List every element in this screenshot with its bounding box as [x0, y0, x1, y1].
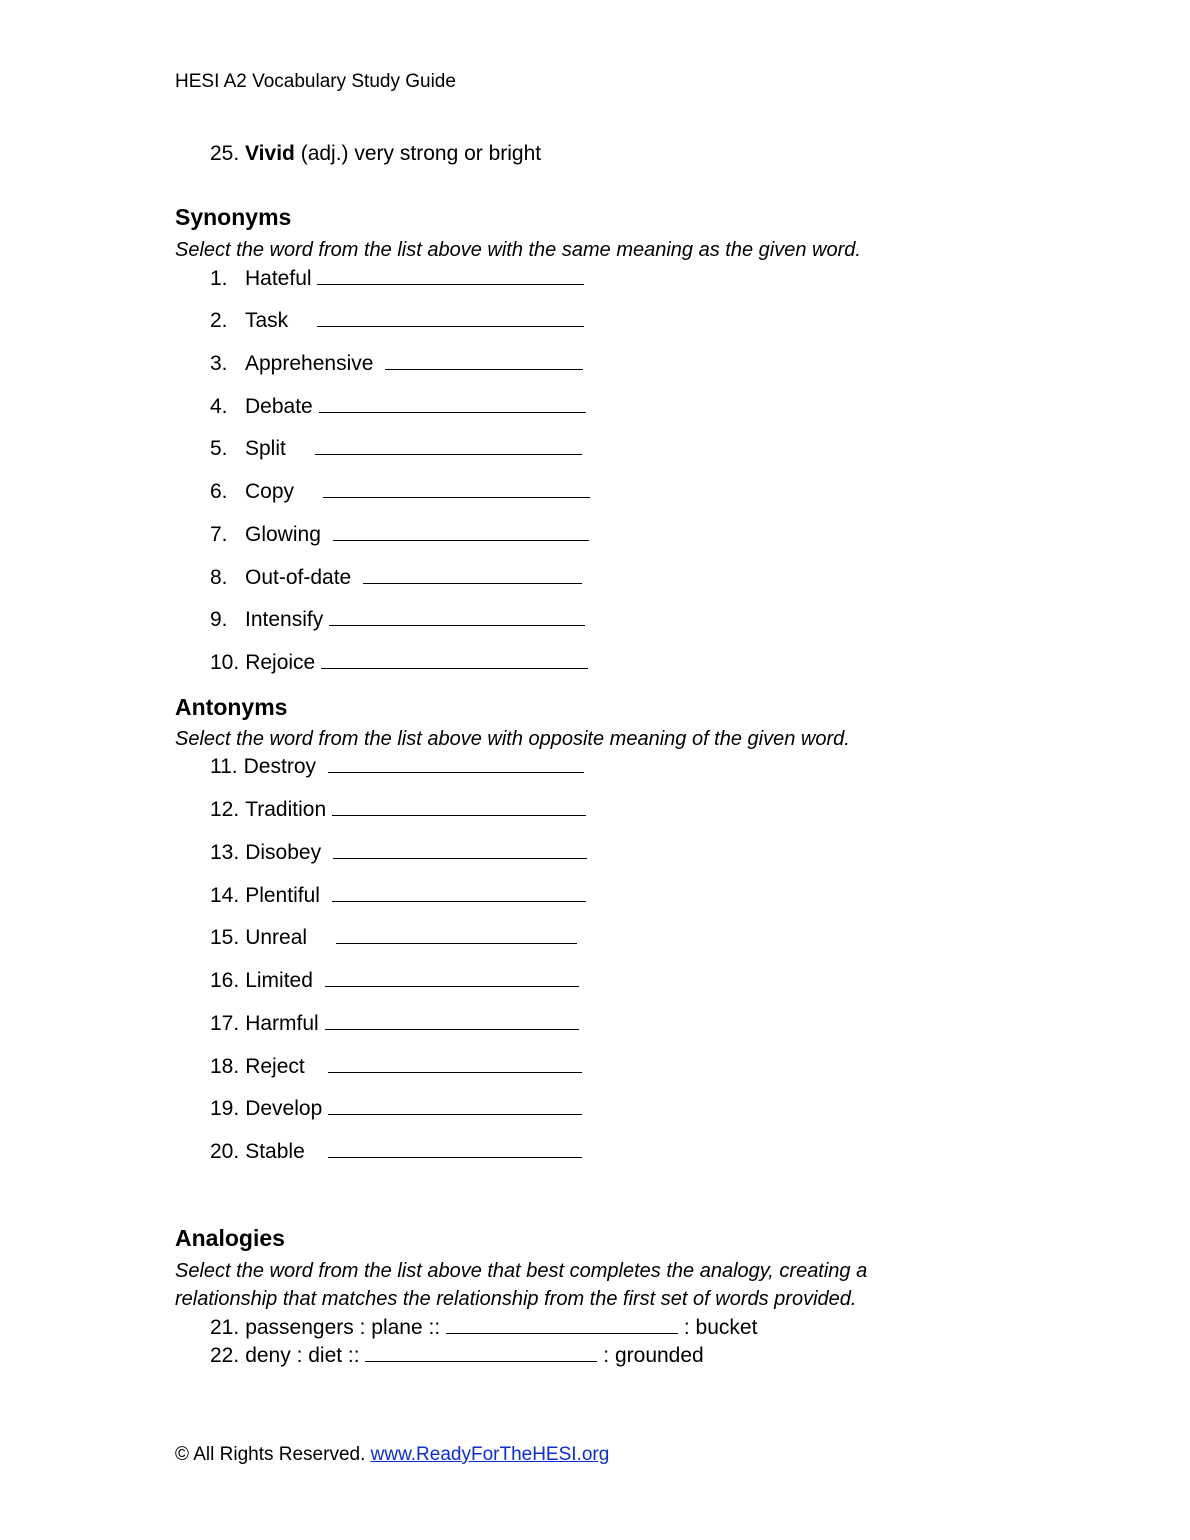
- item-word: Hateful: [245, 267, 312, 290]
- synonyms-title: Synonyms: [175, 204, 292, 230]
- item-number: 14.: [210, 884, 240, 907]
- synonym-item: [210, 650, 588, 675]
- answer-blank[interactable]: [328, 1054, 582, 1073]
- item-number: 22.: [210, 1344, 240, 1367]
- vocab-word: Vivid: [245, 142, 295, 165]
- analogy-suffix: : grounded: [603, 1344, 704, 1367]
- item-number: 2.: [210, 309, 228, 332]
- item-number: 5.: [210, 437, 228, 460]
- item-number: 21.: [210, 1316, 240, 1339]
- answer-blank[interactable]: [385, 351, 583, 370]
- synonym-item: [210, 266, 584, 291]
- item-number: 4.: [210, 395, 228, 418]
- item-number: 19.: [210, 1097, 240, 1120]
- answer-blank[interactable]: [328, 1096, 582, 1115]
- synonyms-instruction: Select the word from the list above with the same meaning as the given word.: [175, 239, 861, 261]
- item-number: 11.: [210, 755, 238, 778]
- answer-blank[interactable]: [336, 925, 577, 944]
- item-word: Plentiful: [245, 884, 320, 907]
- synonym-item: [210, 522, 589, 547]
- item-word: Rejoice: [245, 651, 316, 674]
- answer-blank[interactable]: [363, 565, 582, 584]
- item-number: 1.: [210, 267, 228, 290]
- answer-blank[interactable]: [328, 754, 584, 773]
- vocab-entry: [210, 142, 541, 166]
- item-number: 8.: [210, 566, 228, 589]
- item-word: Intensify: [245, 608, 324, 631]
- analogy-prefix: deny : diet ::: [245, 1344, 360, 1367]
- synonym-item: [210, 479, 590, 504]
- item-word: Split: [245, 437, 286, 460]
- antonym-item: [210, 968, 579, 993]
- item-word: Limited: [245, 969, 313, 992]
- item-number: 18.: [210, 1055, 240, 1078]
- item-number: 10.: [210, 651, 240, 674]
- website-link[interactable]: www.ReadyForTheHESI.org: [370, 1444, 610, 1465]
- answer-blank[interactable]: [317, 266, 584, 285]
- analogy-item: [210, 1343, 704, 1368]
- item-number: 7.: [210, 523, 228, 546]
- item-word: Apprehensive: [245, 352, 374, 375]
- page-header: HESI A2 Vocabulary Study Guide: [175, 71, 456, 92]
- item-number: 12.: [210, 798, 240, 821]
- item-number: 3.: [210, 352, 228, 375]
- antonym-item: [210, 1054, 582, 1079]
- answer-blank[interactable]: [365, 1343, 597, 1362]
- analogies-instruction-line2: relationship that matches the relationship from the first set of words provided.: [175, 1288, 857, 1310]
- item-word: Harmful: [245, 1012, 319, 1035]
- antonym-item: [210, 1096, 582, 1121]
- item-word: Task: [245, 309, 289, 332]
- item-word: Copy: [245, 480, 295, 503]
- antonyms-instruction: Select the word from the list above with opposite meaning of the given word.: [175, 728, 850, 750]
- answer-blank[interactable]: [317, 308, 584, 327]
- answer-blank[interactable]: [323, 479, 590, 498]
- answer-blank[interactable]: [332, 797, 586, 816]
- analogies-title: Analogies: [175, 1225, 285, 1251]
- synonym-item: [210, 351, 583, 376]
- antonym-item: [210, 754, 584, 779]
- answer-blank[interactable]: [325, 1011, 579, 1030]
- synonym-item: [210, 394, 586, 419]
- item-number: 15.: [210, 926, 240, 949]
- antonym-item: [210, 883, 586, 908]
- antonym-item: [210, 797, 586, 822]
- answer-blank[interactable]: [315, 436, 582, 455]
- item-number: 6.: [210, 480, 228, 503]
- item-word: Tradition: [245, 798, 327, 821]
- antonym-item: [210, 1011, 579, 1036]
- item-word: Stable: [245, 1140, 305, 1163]
- item-number: 16.: [210, 969, 240, 992]
- item-number: 20.: [210, 1140, 240, 1163]
- page-footer: [175, 1444, 609, 1466]
- answer-blank[interactable]: [333, 522, 589, 541]
- item-number: 17.: [210, 1012, 240, 1035]
- answer-blank[interactable]: [321, 650, 588, 669]
- vocab-definition: (adj.) very strong or bright: [300, 142, 542, 165]
- item-word: Unreal: [245, 926, 308, 949]
- answer-blank[interactable]: [332, 883, 586, 902]
- analogy-item: [210, 1315, 757, 1340]
- item-word: Develop: [245, 1097, 323, 1120]
- analogies-instruction-line1: Select the word from the list above that best completes the analogy, creating a: [175, 1260, 868, 1282]
- answer-blank[interactable]: [325, 968, 579, 987]
- item-word: Reject: [245, 1055, 305, 1078]
- item-word: Debate: [245, 395, 313, 418]
- synonym-item: [210, 607, 585, 632]
- item-word: Glowing: [245, 523, 321, 546]
- analogies-instruction: [175, 1257, 975, 1313]
- synonym-item: [210, 565, 582, 590]
- antonym-item: [210, 840, 587, 865]
- answer-blank[interactable]: [329, 607, 585, 626]
- antonym-item: [210, 925, 577, 950]
- answer-blank[interactable]: [328, 1139, 582, 1158]
- answer-blank[interactable]: [333, 840, 587, 859]
- item-word: Destroy: [243, 755, 316, 778]
- analogy-suffix: : bucket: [683, 1316, 758, 1339]
- synonym-item: [210, 436, 582, 461]
- copyright-text: © All Rights Reserved.: [175, 1444, 366, 1465]
- antonym-item: [210, 1139, 582, 1164]
- antonyms-title: Antonyms: [175, 694, 288, 720]
- vocab-number: 25.: [210, 142, 240, 165]
- answer-blank[interactable]: [446, 1315, 678, 1334]
- answer-blank[interactable]: [319, 394, 586, 413]
- item-number: 9.: [210, 608, 228, 631]
- item-number: 13.: [210, 841, 240, 864]
- item-word: Out-of-date: [245, 566, 352, 589]
- item-word: Disobey: [245, 841, 322, 864]
- analogy-prefix: passengers : plane ::: [245, 1316, 441, 1339]
- synonym-item: [210, 308, 584, 333]
